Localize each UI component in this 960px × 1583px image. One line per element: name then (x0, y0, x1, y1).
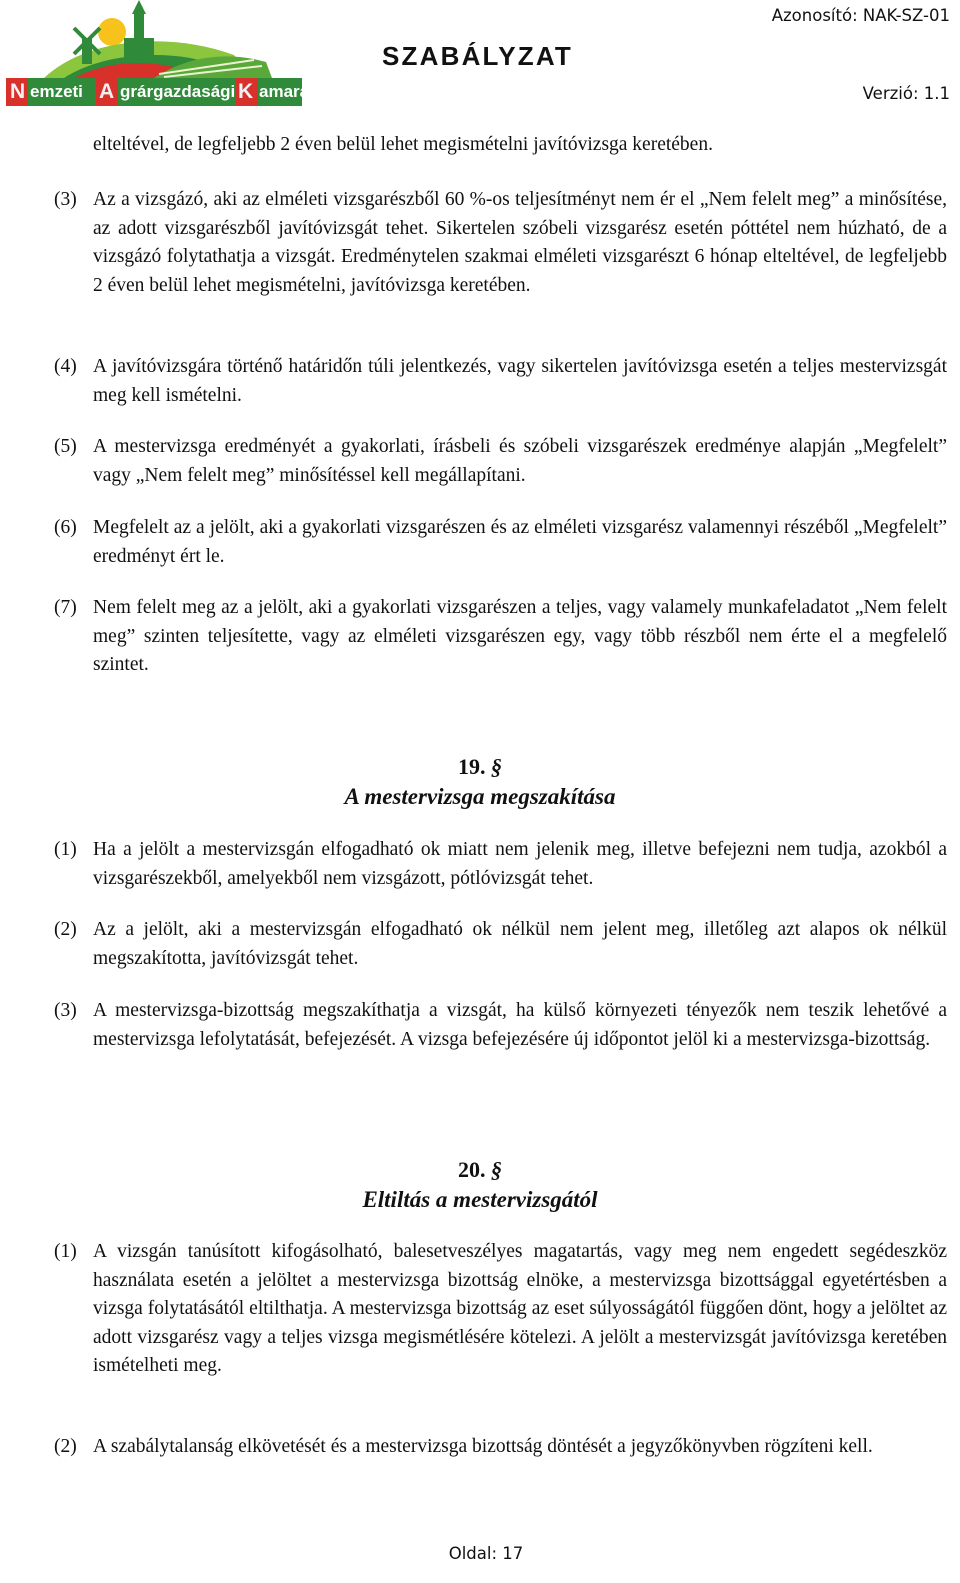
paragraph-number: (6) (54, 517, 77, 538)
paragraph-text: Az a jelölt, aki a mestervizsgán elfogadható ok nélkül nem jelent meg, illetőleg azt alapos ok nélkül megszakította, javítóvizsgát tehet. (93, 919, 947, 969)
section-title-20: Eltiltás a mestervizsgától (362, 1187, 598, 1212)
paragraph-text: Megfelelt az a jelölt, aki a gyakorlati vizsgarészen és az elméleti vizsgarész valamennyi részéből „Megfelelt” eredményt ért le. (93, 517, 947, 567)
paragraph-text: A vizsgán tanúsított kifogásolható, balesetveszélyes magatartás, vagy meg nem engedett segédeszköz használata esetén a jelöltet a mestervizsga bizottság elnöke, a mestervizsga bizottsággal egyetértésben a vizsga folytatásától eltilthatja. A mestervizsga bizottság az eset súlyosságától függően dönt, hogy a jelöltet az adott vizsgarész vagy a teljes vizsga megismétlésére kötelezi. A jelölt a mestervizsgát javítóvizsga keretében ismételheti meg. (93, 1241, 947, 1376)
section-number-20: 20. § (458, 1157, 502, 1182)
paragraph-number: (5) (54, 436, 77, 457)
paragraph-number: (4) (54, 356, 77, 377)
paragraph-number: (3) (54, 189, 77, 210)
paragraph-text: A mestervizsga eredményét a gyakorlati, írásbeli és szóbeli vizsgarészek eredménye alapján „Megfelelt” vagy „Nem felelt meg” minősítéssel kell megállapítani. (93, 436, 947, 486)
paragraph-number: (3) (54, 1000, 77, 1021)
section-sign-icon: § (491, 1157, 502, 1182)
paragraph-text: Ha a jelölt a mestervizsgán elfogadható ok miatt nem jelenik meg, illetve befejezni nem tudja, azokból a vizsgarészekből, amelyekből nem vizsgázott, pótlóvizsgát tehet. (93, 839, 947, 889)
paragraph-number: (2) (54, 919, 77, 940)
paragraph-number: (7) (54, 597, 77, 618)
paragraph-text: A javítóvizsgára történő határidőn túli jelentkezés, vagy sikertelen javítóvizsga esetén a teljes mestervizsgát meg kell ismételni. (93, 356, 947, 406)
document-title: SZABÁLYZAT (382, 41, 573, 71)
page-header (0, 0, 960, 112)
paragraph-text: A szabálytalanság elkövetését és a mestervizsga bizottság döntését a jegyzőkönyvben rögzíteni kell. (93, 1436, 873, 1457)
continued-line: elteltével, de legfeljebb 2 éven belül lehet megismételni javítóvizsga keretében. (93, 134, 713, 155)
paragraph-text: Az a vizsgázó, aki az elméleti vizsgarészből 60 %-os teljesítményt nem ér el „Nem felelt meg” a minősítése, az adott vizsgarészből javítóvizsgát tehet. Sikertelen szóbeli vizsgarész esetén póttétel nem húzható, de a vizsgázó folytathatja a vizsgát. Eredménytelen szakmai elméleti vizsgarészt 6 hónap elteltével, de legfeljebb 2 éven belül lehet megismételni, javítóvizsga keretében. (93, 189, 947, 296)
paragraph-text: A mestervizsga-bizottság megszakíthatja a vizsgát, ha külső környezeti tényezők nem teszik lehetővé a mestervizsga lefolytatását, befejezését. A vizsga befejezésére új időpontot jelöl ki a mestervizsga-bizottság. (93, 1000, 947, 1050)
paragraph-number: (1) (54, 839, 77, 860)
paragraph-number: (1) (54, 1241, 77, 1262)
page-number: Oldal: 17 (448, 1544, 524, 1563)
section-title-19: A mestervizsga megszakítása (344, 784, 616, 809)
section-number-19: 19. § (458, 754, 502, 779)
logo-wordmark: N emzeti A grárgazdasági K amara (10, 80, 310, 103)
document-version: Verzió: 1.1 (862, 84, 950, 103)
paragraph-number: (2) (54, 1436, 77, 1457)
section-sign-icon: § (491, 754, 502, 779)
paragraph-text: Nem felelt meg az a jelölt, aki a gyakorlati vizsgarészen a teljes, vagy valamely munkafeladatot „Nem felelt meg” szinten teljesítette, vagy az elméleti vizsgarészen egy, vagy több részből nem érte el a megfelelő szintet. (93, 597, 947, 675)
document-id: Azonosító: NAK-SZ-01 (771, 6, 950, 25)
